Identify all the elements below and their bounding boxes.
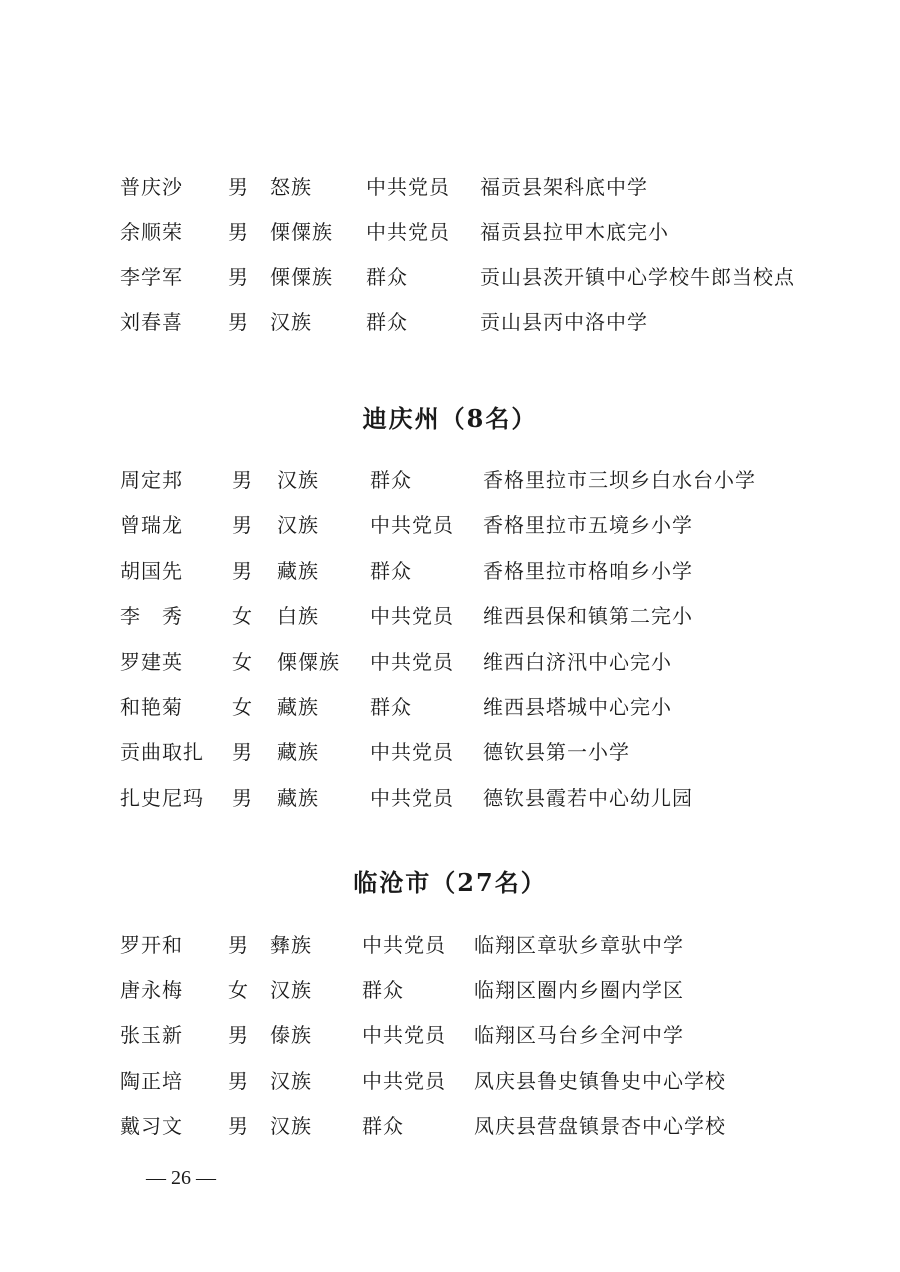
person-unit: 维西县塔城中心完小	[483, 695, 672, 719]
person-name: 和艳菊	[120, 695, 183, 719]
person-political-status: 群众	[370, 468, 412, 492]
person-gender: 男	[228, 310, 249, 334]
person-row	[0, 783, 900, 813]
person-unit: 维西县保和镇第二完小	[483, 604, 693, 628]
person-gender: 男	[228, 933, 249, 957]
person-row	[0, 737, 900, 767]
person-political-status: 群众	[366, 310, 408, 334]
person-unit: 香格里拉市五境乡小学	[483, 513, 693, 537]
person-name: 李学军	[120, 265, 183, 289]
person-political-status: 群众	[366, 265, 408, 289]
person-ethnicity: 傈僳族	[277, 650, 340, 674]
person-row	[0, 601, 900, 631]
person-unit: 德钦县霞若中心幼儿园	[483, 786, 693, 810]
person-political-status: 中共党员	[366, 175, 450, 199]
person-row	[0, 1111, 900, 1141]
person-row	[0, 556, 900, 586]
person-row	[0, 975, 900, 1005]
person-unit: 贡山县茨开镇中心学校牛郎当校点	[480, 265, 795, 289]
person-ethnicity: 白族	[277, 604, 319, 628]
person-row	[0, 930, 900, 960]
person-unit: 香格里拉市三坝乡白水台小学	[483, 468, 756, 492]
person-political-status: 中共党员	[370, 513, 454, 537]
person-ethnicity: 汉族	[270, 978, 312, 1002]
person-name: 罗建英	[120, 650, 183, 674]
person-unit: 临翔区章驮乡章驮中学	[474, 933, 684, 957]
person-name: 戴习文	[120, 1114, 183, 1138]
person-unit: 维西白济汛中心完小	[483, 650, 672, 674]
person-political-status: 中共党员	[370, 604, 454, 628]
person-row	[0, 510, 900, 540]
person-political-status: 中共党员	[370, 650, 454, 674]
person-gender: 男	[232, 740, 253, 764]
person-ethnicity: 汉族	[270, 1069, 312, 1093]
person-name: 陶正培	[120, 1069, 183, 1093]
person-political-status: 群众	[370, 695, 412, 719]
person-unit: 福贡县拉甲木底完小	[480, 220, 669, 244]
person-row	[0, 692, 900, 722]
person-gender: 男	[228, 175, 249, 199]
person-unit: 凤庆县鲁史镇鲁史中心学校	[474, 1069, 726, 1093]
person-ethnicity: 傈僳族	[270, 265, 333, 289]
person-row	[0, 262, 900, 292]
person-gender: 男	[228, 1023, 249, 1047]
person-gender: 男	[232, 513, 253, 537]
person-gender: 男	[232, 786, 253, 810]
person-unit: 香格里拉市格咱乡小学	[483, 559, 693, 583]
person-political-status: 中共党员	[370, 740, 454, 764]
person-ethnicity: 怒族	[270, 175, 312, 199]
person-political-status: 中共党员	[362, 1023, 446, 1047]
person-ethnicity: 傈僳族	[270, 220, 333, 244]
person-name: 罗开和	[120, 933, 183, 957]
person-row	[0, 647, 900, 677]
person-row	[0, 307, 900, 337]
person-political-status: 群众	[370, 559, 412, 583]
person-ethnicity: 藏族	[277, 695, 319, 719]
person-ethnicity: 藏族	[277, 786, 319, 810]
person-name: 普庆沙	[120, 175, 183, 199]
person-political-status: 群众	[362, 1114, 404, 1138]
person-ethnicity: 藏族	[277, 559, 319, 583]
person-ethnicity: 彝族	[270, 933, 312, 957]
person-political-status: 中共党员	[370, 786, 454, 810]
person-name: 曾瑞龙	[120, 513, 183, 537]
person-gender: 女	[232, 695, 253, 719]
person-row	[0, 1020, 900, 1050]
person-ethnicity: 汉族	[270, 1114, 312, 1138]
person-political-status: 中共党员	[362, 933, 446, 957]
person-ethnicity: 傣族	[270, 1023, 312, 1047]
person-name: 余顺荣	[120, 220, 183, 244]
person-unit: 临翔区圈内乡圈内学区	[474, 978, 684, 1002]
person-gender: 男	[228, 220, 249, 244]
person-ethnicity: 汉族	[270, 310, 312, 334]
person-gender: 女	[232, 604, 253, 628]
person-unit: 福贡县架科底中学	[480, 175, 648, 199]
person-name: 唐永梅	[120, 978, 183, 1002]
person-row	[0, 1066, 900, 1096]
section-heading: 迪庆州（8名）	[362, 404, 538, 433]
page-number: — 26 —	[146, 1167, 216, 1189]
person-gender: 女	[232, 650, 253, 674]
person-political-status: 中共党员	[362, 1069, 446, 1093]
person-unit: 德钦县第一小学	[483, 740, 630, 764]
person-ethnicity: 汉族	[277, 513, 319, 537]
person-row	[0, 217, 900, 247]
person-unit: 贡山县丙中洛中学	[480, 310, 648, 334]
person-row	[0, 465, 900, 495]
person-gender: 男	[228, 265, 249, 289]
person-gender: 男	[232, 468, 253, 492]
person-gender: 男	[228, 1114, 249, 1138]
person-political-status: 群众	[362, 978, 404, 1002]
person-political-status: 中共党员	[366, 220, 450, 244]
person-name: 张玉新	[120, 1023, 183, 1047]
person-row	[0, 172, 900, 202]
person-unit: 凤庆县营盘镇景杏中心学校	[474, 1114, 726, 1138]
section-heading: 临沧市（27名）	[353, 868, 547, 897]
person-name: 扎史尼玛	[120, 786, 204, 810]
person-name: 周定邦	[120, 468, 183, 492]
person-ethnicity: 藏族	[277, 740, 319, 764]
person-gender: 男	[228, 1069, 249, 1093]
person-name: 胡国先	[120, 559, 183, 583]
person-name: 李 秀	[120, 604, 183, 628]
person-name: 刘春喜	[120, 310, 183, 334]
person-gender: 男	[232, 559, 253, 583]
person-name: 贡曲取扎	[120, 740, 204, 764]
person-gender: 女	[228, 978, 249, 1002]
person-unit: 临翔区马台乡全河中学	[474, 1023, 684, 1047]
person-ethnicity: 汉族	[277, 468, 319, 492]
